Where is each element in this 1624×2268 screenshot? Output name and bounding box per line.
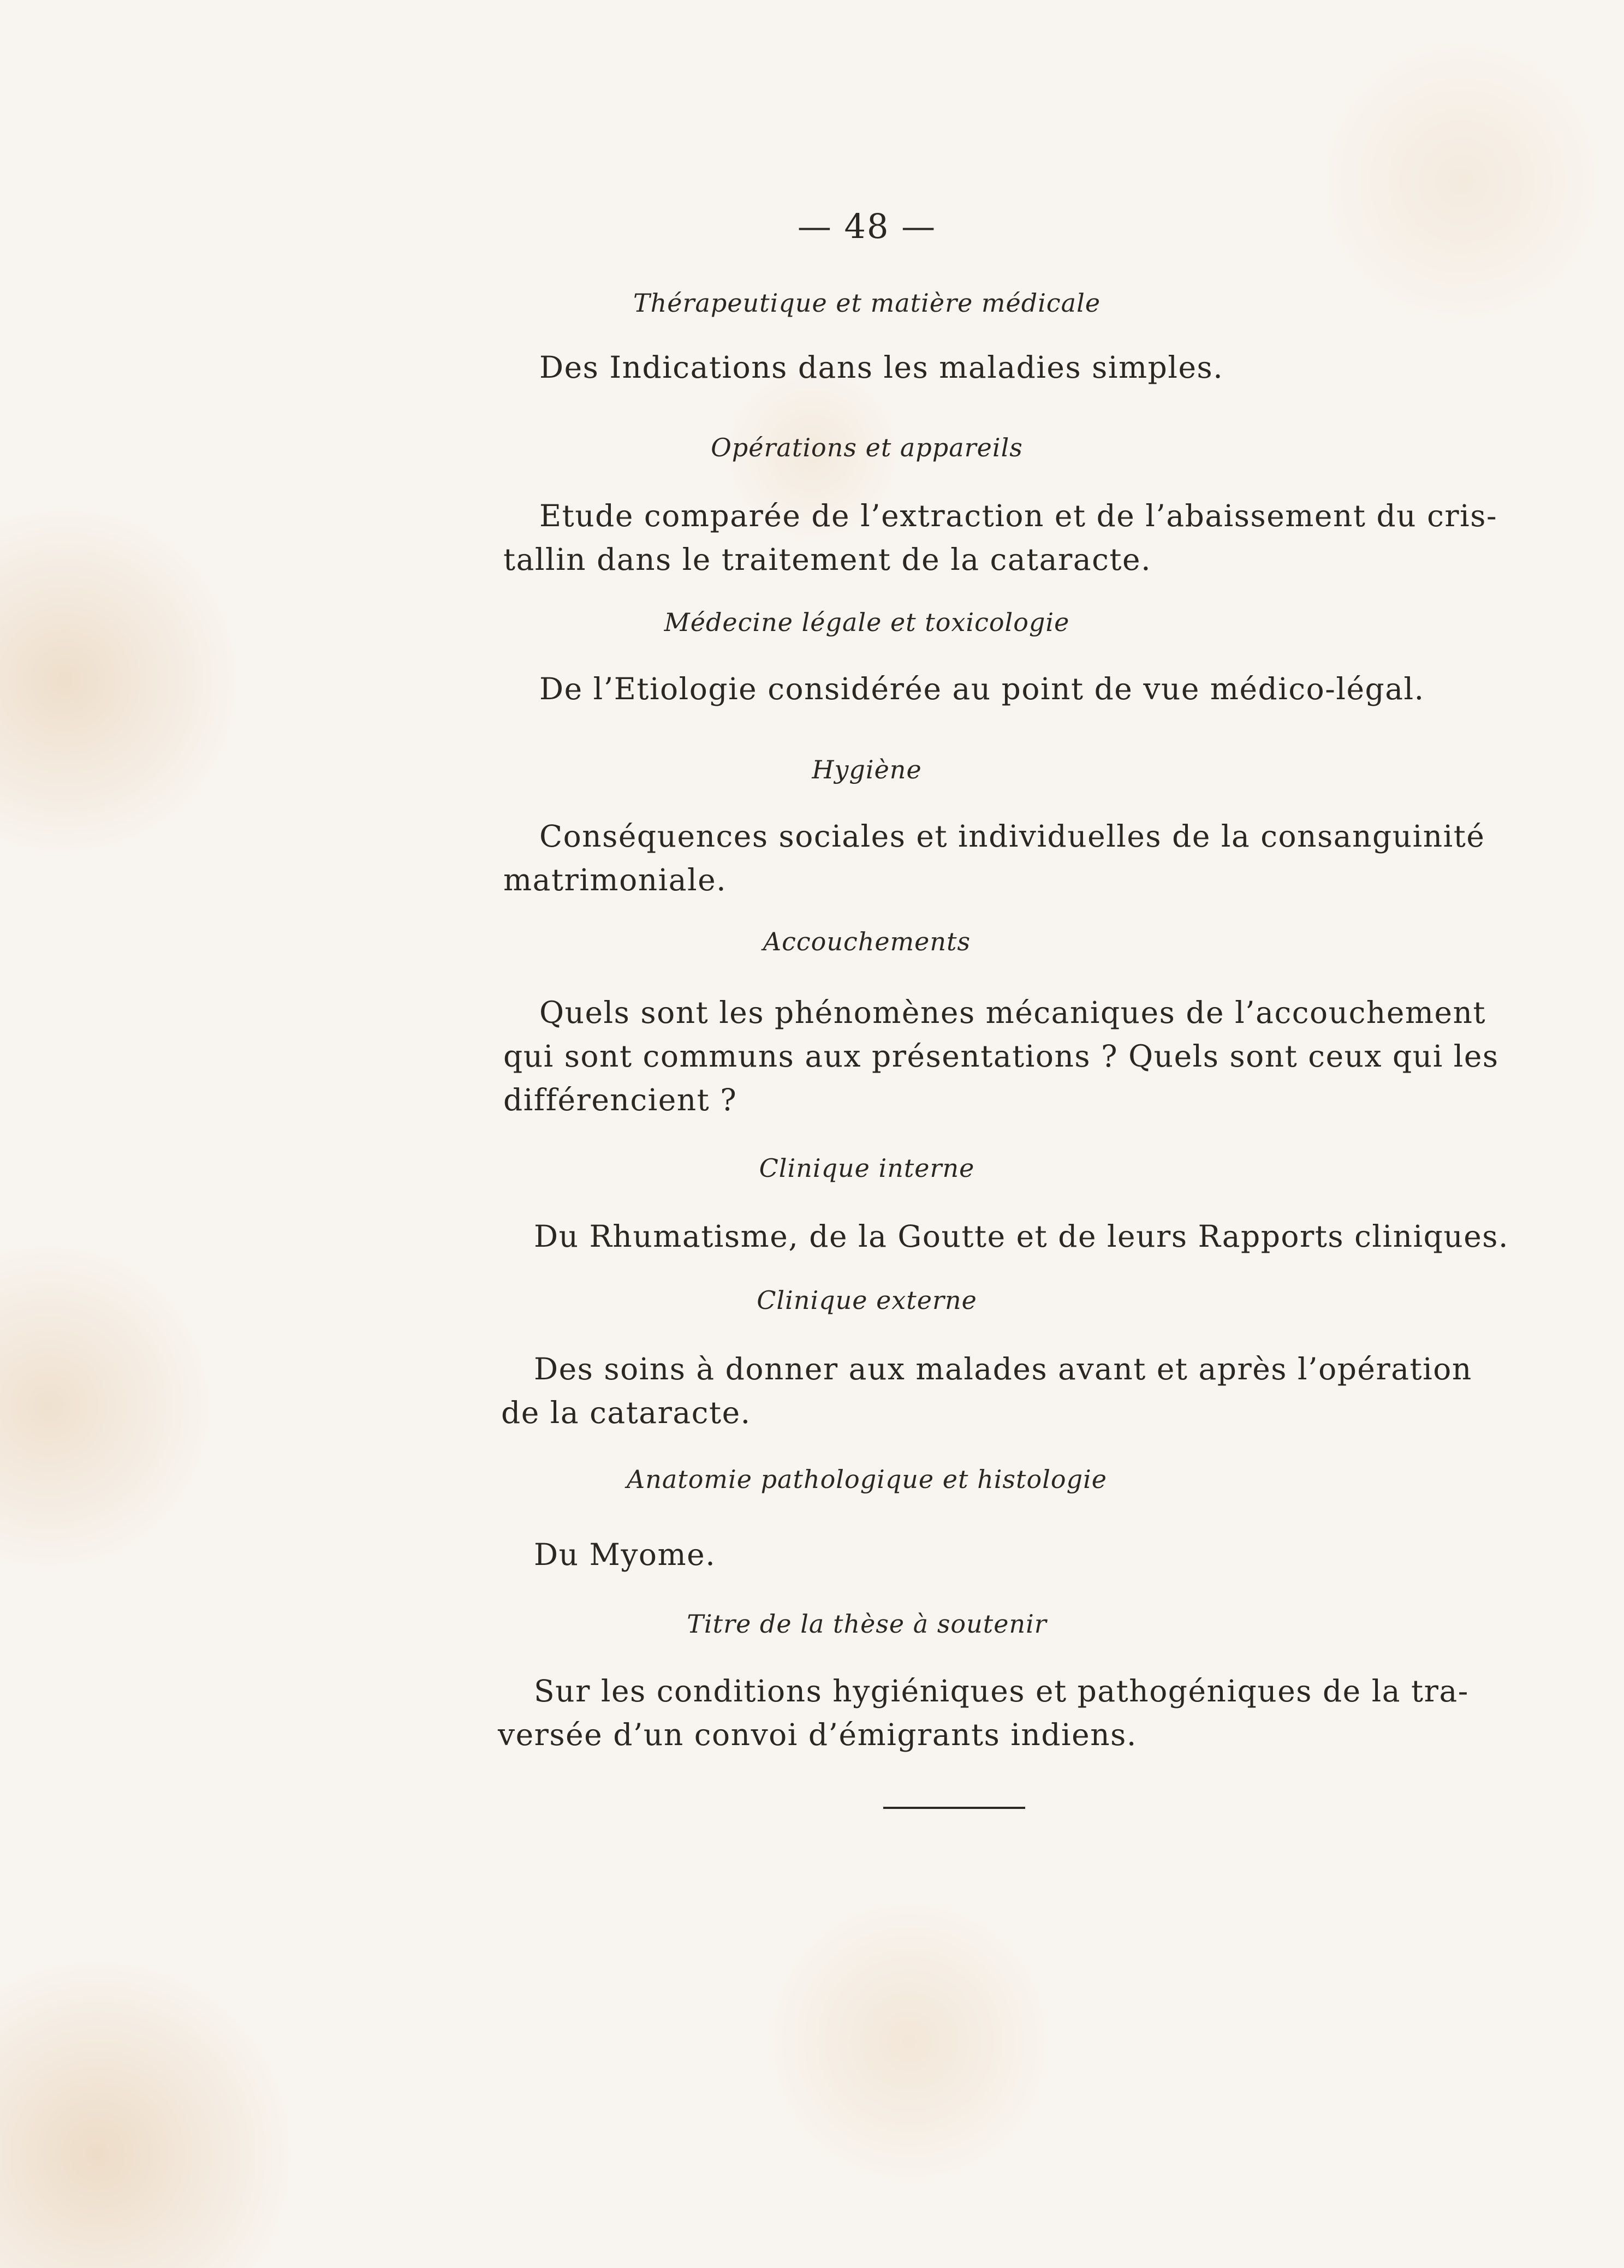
section-line: Quels sont les phénomènes mécaniques de l’accouchement — [539, 995, 1486, 1030]
closing-rule — [883, 1807, 1025, 1809]
section-line: qui sont communs aux présentations ? Quels sont ceux qui les — [503, 1039, 1499, 1074]
page-number: — 48 — — [797, 206, 937, 246]
section-line: Des Indications dans les maladies simples. — [539, 350, 1224, 385]
section-heading-hygiene: Hygiène — [812, 755, 922, 784]
section-line: tallin dans le traitement de la cataracte. — [503, 542, 1152, 577]
section-line: Sur les conditions hygiéniques et pathogéniques de la tra- — [534, 1674, 1469, 1709]
section-heading-therapeutique: Thérapeutique et matière médicale — [633, 288, 1101, 318]
section-line: De l’Etiologie considérée au point de vue médico-légal. — [539, 671, 1425, 706]
section-heading-operations: Opérations et appareils — [711, 433, 1023, 462]
section-line: de la cataracte. — [501, 1395, 751, 1430]
section-line: Conséquences sociales et individuelles de la consanguinité — [539, 819, 1485, 854]
section-heading-clinique-interne: Clinique interne — [759, 1153, 975, 1183]
section-line: matrimoniale. — [503, 862, 727, 897]
section-line: versée d’un convoi d’émigrants indiens. — [498, 1717, 1137, 1752]
section-line: Des soins à donner aux malades avant et après l’opération — [534, 1352, 1472, 1386]
section-heading-anatomie-pathologique: Anatomie pathologique et histologie — [626, 1465, 1108, 1494]
section-line: Du Rhumatisme, de la Goutte et de leurs Rapports cliniques. — [534, 1219, 1509, 1254]
section-line: Du Myome. — [534, 1537, 716, 1572]
section-heading-accouchements: Accouchements — [763, 927, 971, 956]
section-heading-titre-these: Titre de la thèse à soutenir — [687, 1609, 1047, 1639]
section-line: différencient ? — [503, 1082, 737, 1117]
section-heading-medecine-legale: Médecine légale et toxicologie — [664, 608, 1070, 637]
section-heading-clinique-externe: Clinique externe — [757, 1285, 977, 1315]
section-line: Etude comparée de l’extraction et de l’abaissement du cris- — [539, 498, 1498, 533]
